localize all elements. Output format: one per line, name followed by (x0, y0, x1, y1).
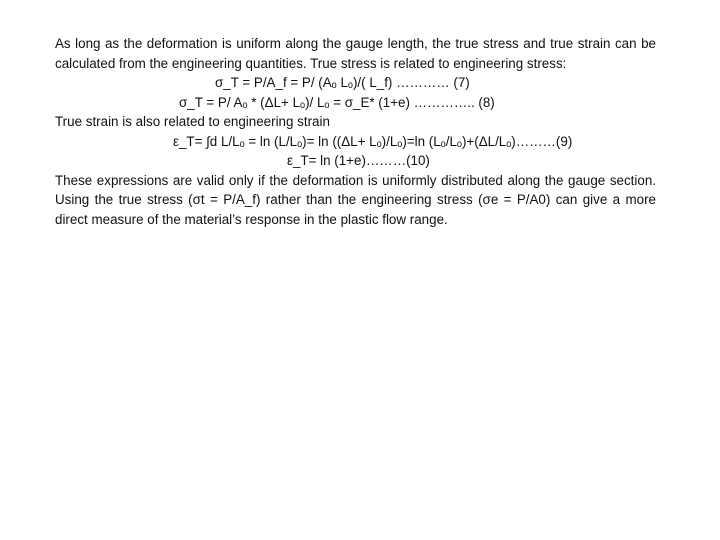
strain-intro-line: True strain is also related to engineering strain (55, 114, 330, 129)
equation-8: σ_T = P/ Aₒ * (ΔL+ Lₒ)/ Lₒ = σ_E* (1+e) ………….. (8) (179, 94, 495, 110)
equation-7: σ_T = P/A_f = P/ (Aₒ Lₒ)/( L_f) ………… (7) (215, 75, 470, 90)
equation-10: ε_T= ln (1+e)………(10) (287, 153, 430, 168)
document-body (55, 34, 656, 229)
intro-paragraph: As long as the deformation is uniform along the gauge length, the true stress and true strain can be calculated from the engineering quantities. True stress is related to engineering stress: (55, 36, 656, 71)
equation-9: ε_T= ∫d L/Lₒ = ln (L/Lₒ)= ln ((ΔL+ Lₒ)/Lₒ)=ln (Lₒ/Lₒ)+(ΔL/Lₒ)………(9) (173, 133, 573, 149)
closing-paragraph: These expressions are valid only if the deformation is uniformly distributed along the gauge section. Using the true stress (σt = P/A_f) rather than the engineering stress (σe = P/A0) can give a more direct measure of the material’s response in the plastic flow range. (55, 172, 656, 227)
